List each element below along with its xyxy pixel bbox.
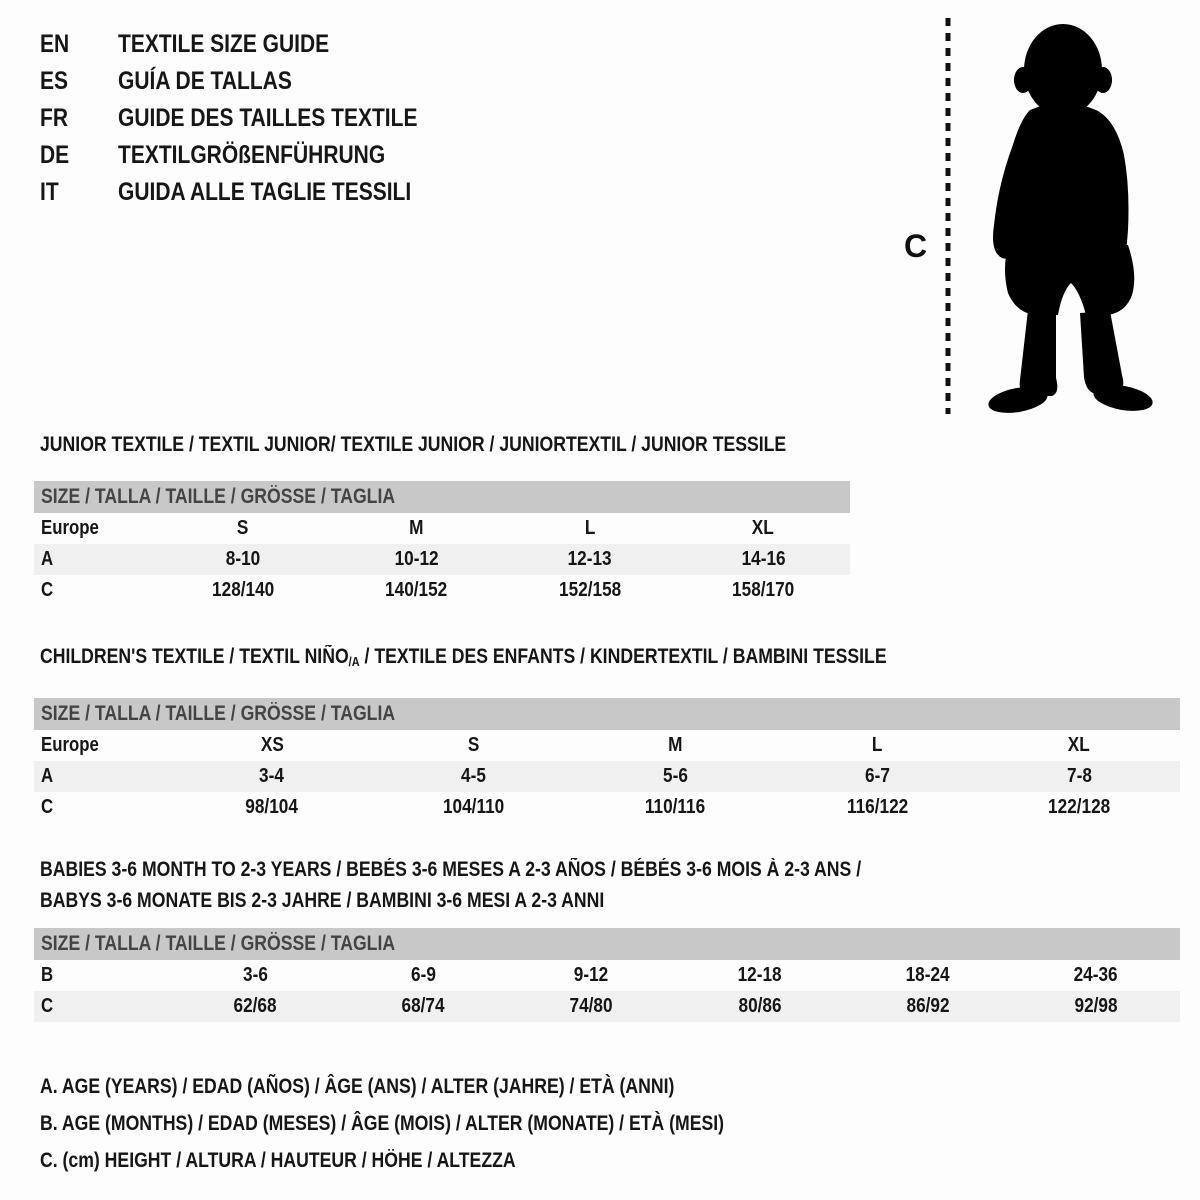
table-cell: 74/80 [569, 995, 613, 1017]
table-cell: L [584, 517, 596, 539]
language-title: TEXTILE SIZE GUIDE [118, 30, 330, 58]
table-cell: 122/128 [1047, 795, 1111, 818]
table-cell: M [668, 733, 683, 756]
table-cell: 18-24 [905, 964, 950, 986]
row-label: C [41, 995, 54, 1017]
table-row [34, 513, 850, 544]
table-cell: XS [260, 733, 284, 756]
height-measure-label: C [904, 228, 928, 264]
table-cell: 9-12 [574, 964, 609, 986]
table-cell: 158/170 [732, 579, 795, 601]
babies-size-table [34, 960, 1180, 1022]
table-row [34, 575, 850, 606]
table-row [34, 792, 1180, 823]
table-cell: 86/92 [906, 995, 950, 1017]
table-cell: 14-16 [741, 548, 786, 570]
language-code: FR [40, 104, 68, 132]
table-cell: M [409, 517, 424, 539]
table-cell: 7-8 [1066, 764, 1092, 787]
footnote-b: B. AGE (MONTHS) / EDAD (MESES) / ÂGE (MOIS) / ALTER (MONATE) / ETÀ (MESI) [40, 1112, 725, 1135]
table-cell: 5-6 [663, 764, 688, 787]
section-title: JUNIOR TEXTILE / TEXTIL JUNIOR/ TEXTILE JUNIOR / JUNIORTEXTIL / JUNIOR TESSILE [40, 433, 787, 456]
table-cell: 110/116 [645, 795, 706, 818]
language-title: TEXTILGRÖßENFÜHRUNG [118, 141, 386, 169]
section-title: CHILDREN'S TEXTILE / TEXTIL $NIÑO_{/A}$ / TEXTILE DES ENFANTS / KINDERTEXTIL / BAMBINI TESSILE [40, 645, 887, 669]
table-cell: 10-12 [394, 548, 439, 570]
language-row-de [40, 137, 475, 174]
language-title: GUIDA ALLE TAGLIE TESSILI [118, 178, 412, 206]
table-cell: 4-5 [461, 764, 487, 787]
table-cell: 3-6 [242, 964, 268, 986]
table-cell: 62/68 [233, 995, 277, 1017]
toddler-silhouette-figure [898, 10, 1160, 424]
language-code: DE [40, 141, 70, 169]
footnotes [40, 1068, 854, 1179]
language-row-en [40, 26, 475, 63]
language-title: GUÍA DE TALLAS [118, 67, 292, 95]
table-cell: S [467, 733, 480, 756]
row-label: B [41, 964, 54, 986]
table-cell: 6-7 [864, 764, 890, 787]
table-cell: 80/86 [738, 995, 782, 1017]
language-row-fr [40, 100, 475, 137]
table-cell: 8-10 [225, 548, 260, 570]
table-cell: XL [752, 517, 775, 539]
table-cell: L [872, 733, 883, 756]
table-row [34, 730, 1180, 761]
language-row-it [40, 174, 475, 211]
footnote-c: C. (cm) HEIGHT / ALTURA / HAUTEUR / HÖHE / ALTEZZA [40, 1149, 516, 1172]
language-header [40, 26, 475, 211]
table-row [34, 991, 1180, 1022]
language-code: ES [40, 67, 69, 95]
table-cell: 92/98 [1074, 995, 1118, 1017]
children-size-table [34, 730, 1180, 823]
table-row [34, 960, 1180, 991]
row-label: C [41, 795, 54, 818]
table-row [34, 544, 850, 575]
size-header-bar: SIZE / TALLA / TAILLE / GRÖSSE / TAGLIA [34, 481, 850, 513]
language-row-es [40, 63, 475, 100]
table-cell: XL [1068, 733, 1091, 756]
table-cell: S [237, 517, 249, 539]
table-cell: 12-18 [737, 964, 782, 986]
table-cell: 152/158 [558, 579, 621, 601]
table-row [34, 761, 1180, 792]
babies-textile-section [34, 854, 1180, 1022]
language-code: IT [40, 178, 59, 206]
section-title: BABIES 3-6 MONTH TO 2-3 YEARS / BEBÉS 3-6 MESES A 2-3 AÑOS / BÉBÉS 3-6 MOIS À 2-3 ANS / BABYS 3-6 MONATE BIS 2-3 JAHRE / BAMBINI 3-6 MESI A 2-3 ANNI [40, 858, 862, 912]
row-label: A [41, 548, 54, 570]
table-cell: 128/140 [211, 579, 274, 601]
table-cell: 116/122 [846, 795, 908, 818]
children-textile-section [34, 645, 1180, 823]
row-label: A [41, 764, 54, 787]
table-cell: 98/104 [245, 795, 299, 818]
table-cell: 24-36 [1073, 964, 1118, 986]
language-title: GUIDE DES TAILLES TEXTILE [118, 104, 418, 132]
table-cell: 6-9 [410, 964, 436, 986]
table-cell: 68/74 [401, 995, 445, 1017]
junior-size-table [34, 513, 850, 606]
size-header-bar: SIZE / TALLA / TAILLE / GRÖSSE / TAGLIA [34, 698, 1180, 730]
language-code: EN [40, 30, 70, 58]
row-label: Europe [41, 517, 99, 539]
toddler-silhouette-icon [986, 24, 1154, 417]
size-header-bar: SIZE / TALLA / TAILLE / GRÖSSE / TAGLIA [34, 928, 1180, 960]
table-cell: 140/152 [385, 579, 448, 601]
footnote-a: A. AGE (YEARS) / EDAD (AÑOS) / ÂGE (ANS) / ALTER (JAHRE) / ETÀ (ANNI) [40, 1075, 675, 1098]
junior-textile-section [34, 433, 850, 606]
table-cell: 12-13 [567, 548, 612, 570]
row-label: Europe [41, 733, 99, 756]
table-cell: 3-4 [259, 764, 285, 787]
table-cell: 104/110 [443, 795, 505, 818]
row-label: C [41, 579, 54, 601]
